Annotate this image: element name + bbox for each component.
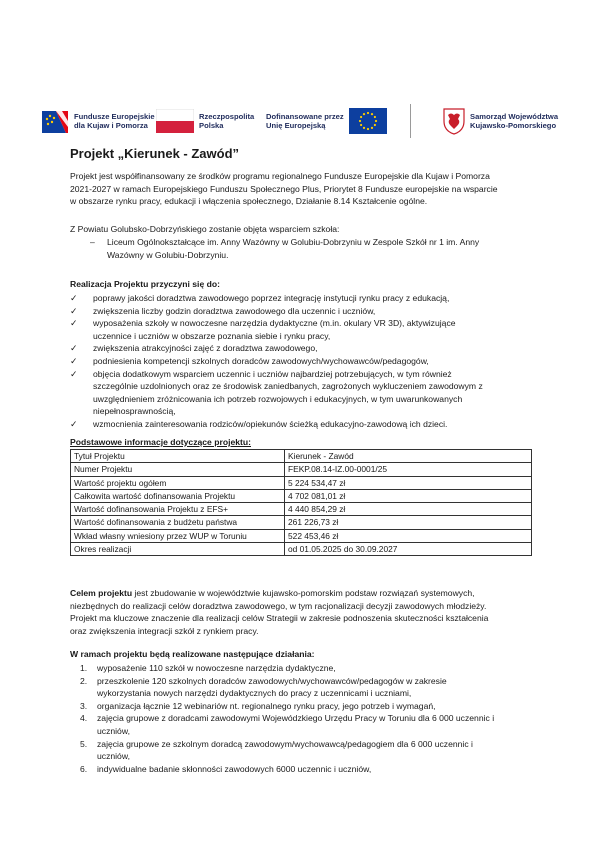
action-item bbox=[70, 712, 540, 737]
intro-line: Projekt jest współfinansowany ze środków programu regionalnego Fundusze Europejskie dla Kujaw i Pomorza bbox=[70, 171, 490, 181]
table-cell-value: od 01.05.2025 do 30.09.2027 bbox=[285, 543, 532, 556]
goal-item bbox=[70, 292, 540, 305]
coat-of-arms-icon bbox=[442, 107, 466, 135]
fe-emblem-icon bbox=[40, 107, 70, 135]
aim-paragraph bbox=[70, 587, 540, 637]
action-number: 1. bbox=[80, 663, 88, 673]
intro-line: w obszarze rynku pracy, edukacji i włączenia społecznego, Działanie 8.14 Kształcenie ogólne. bbox=[70, 196, 428, 207]
action-item bbox=[70, 738, 540, 763]
table-cell-label: Całkowita wartość dofinansowania Projektu bbox=[71, 489, 285, 502]
eu-flag-icon bbox=[349, 108, 387, 134]
table-cell-value: Kierunek - Zawód bbox=[285, 450, 532, 463]
fundusze-europejskie-logo bbox=[40, 104, 155, 138]
action-line: uczniów, bbox=[97, 725, 130, 736]
goal-line: szczególnie uzdolnionych oraz ze środowisk zaniedbanych, zagrożonych wykluczeniem zawodowym z bbox=[93, 381, 483, 392]
rzeczpospolita-logo bbox=[156, 104, 254, 138]
table-cell-value: FEKP.08.14-IZ.00-0001/25 bbox=[285, 463, 532, 476]
action-line: uczniów, bbox=[97, 751, 130, 762]
district-lead: Z Powiatu Golubsko-Dobrzyńskiego zostanie objęta wsparciem szkoła: bbox=[70, 224, 340, 234]
document-title: Projekt „Kierunek - Zawód” bbox=[70, 146, 240, 161]
goal-item bbox=[70, 368, 540, 418]
check-icon: ✓ bbox=[70, 318, 78, 329]
table-cell-value: 5 224 534,47 zł bbox=[285, 476, 532, 489]
goal-line: wzmocnienia zainteresowania rodziców/opiekunów ścieżką edukacyjno-zawodową ich dzieci. bbox=[93, 418, 448, 429]
table-row bbox=[71, 543, 532, 556]
table-row bbox=[71, 450, 532, 463]
fe-logo-line2: dla Kujaw i Pomorza bbox=[74, 121, 148, 130]
eu-logo bbox=[266, 104, 387, 138]
school-line: Liceum Ogólnokształcące im. Anny Wazówny w Golubiu-Dobrzyniu w Zespole Szkół nr 1 im. Anny bbox=[107, 237, 480, 247]
table-row bbox=[71, 476, 532, 489]
intro-line: 2021-2027 w ramach Europejskiego Funduszu Społecznego Plus, Priorytet 8 Fundusze europejskie na wsparcie bbox=[70, 183, 498, 194]
table-row bbox=[71, 489, 532, 502]
table-cell-value: 4 702 081,01 zł bbox=[285, 489, 532, 502]
goal-line: zwiększenia liczby godzin doradztwa zawodowego dla uczennic i uczniów, bbox=[93, 305, 376, 316]
table-row bbox=[71, 516, 532, 529]
check-icon: ✓ bbox=[70, 368, 78, 379]
goal-item bbox=[70, 342, 540, 355]
ue-logo-line2: Unię Europejską bbox=[266, 121, 326, 130]
action-number: 6. bbox=[80, 763, 88, 774]
action-item bbox=[70, 662, 540, 675]
goal-line: podniesienia kompetencji szkolnych doradców zawodowych/wychowawców/pedagogów, bbox=[93, 355, 429, 366]
rp-logo-line1: Rzeczpospolita bbox=[199, 112, 255, 121]
polish-flag-icon bbox=[156, 109, 194, 133]
actions-list bbox=[70, 662, 540, 775]
sw-logo-line1: Samorząd Województwa bbox=[470, 112, 559, 121]
action-line: indywidualne badanie skłonności zawodowych 6000 uczennic i uczniów, bbox=[97, 763, 372, 774]
action-line: zajęcia grupowe z doradcami zawodowymi Wojewódzkiego Urzędu Pracy w Toruniu dla 6 000 uczennic i bbox=[97, 713, 495, 724]
action-number: 4. bbox=[80, 713, 88, 724]
aim-line: niezbędnych do realizacji celów doradztwa zawodowego, w tym racjonalizacji decyzji zawodowych młodzieży. bbox=[70, 600, 487, 611]
table-cell-value: 522 453,46 zł bbox=[285, 529, 532, 542]
table-cell-value: 4 440 854,29 zł bbox=[285, 503, 532, 516]
info-table bbox=[70, 449, 532, 556]
action-line: przeszkolenie 120 szkolnych doradców zawodowych/wychowawców/pedagogów w zakresie bbox=[97, 675, 447, 686]
table-row bbox=[71, 529, 532, 542]
aim-bold-lead: Celem projektu bbox=[70, 588, 133, 598]
goal-line: zwiększenia atrakcyjności zajęć z doradztwa zawodowego, bbox=[93, 343, 318, 354]
rp-logo-line2: Polska bbox=[199, 121, 224, 130]
check-icon: ✓ bbox=[70, 305, 78, 316]
ue-logo-line1: Dofinansowane przez bbox=[266, 112, 344, 121]
fe-logo-line1: Fundusze Europejskie bbox=[74, 112, 155, 121]
goal-line: objęcia dodatkowym wsparciem uczennic i uczniów najbardziej potrzebujących, w tym również bbox=[93, 368, 452, 379]
table-cell-label: Wartość projektu ogółem bbox=[71, 476, 285, 489]
action-line: wyposażenie 110 szkół w nowoczesne narzędzia dydaktyczne, bbox=[97, 663, 336, 673]
action-line: organizacja łącznie 12 webinariów nt. regionalnego rynku pracy, jego potrzeb i wymagań, bbox=[97, 700, 436, 711]
goals-heading: Realizacja Projektu przyczyni się do: bbox=[70, 279, 220, 289]
goal-item bbox=[70, 305, 540, 318]
goal-line: wyposażenia szkoły w nowoczesne narzędzia dydaktyczne (m.in. okulary VR 3D), aktywizujące bbox=[93, 318, 456, 329]
logo-separator bbox=[410, 104, 411, 138]
table-row bbox=[71, 463, 532, 476]
table-cell-label: Tytuł Projektu bbox=[71, 450, 285, 463]
aim-line: oraz zwiększenia integracji szkół z rynkiem pracy. bbox=[70, 625, 259, 636]
goal-item bbox=[70, 418, 540, 431]
check-icon: ✓ bbox=[70, 343, 78, 354]
goal-line: poprawy jakości doradztwa zawodowego poprzez integrację instytucji rynku pracy z edukacją, bbox=[93, 293, 450, 303]
goal-item bbox=[70, 317, 540, 342]
action-line: wykorzystania nowych narzędzi dydaktycznych do pracy z uczennicami i uczniami, bbox=[97, 688, 412, 699]
action-number: 3. bbox=[80, 700, 88, 711]
school-line: Wazówny w Golubiu-Dobrzyniu. bbox=[107, 249, 229, 260]
table-cell-value: 261 226,73 zł bbox=[285, 516, 532, 529]
goal-line: uczennice i uczniów w obszarze poznania siebie i rynku pracy, bbox=[93, 330, 331, 341]
goal-line: niepełnosprawnością, bbox=[93, 406, 176, 417]
action-item bbox=[70, 763, 540, 776]
intro-paragraph bbox=[70, 170, 540, 208]
check-icon: ✓ bbox=[70, 355, 78, 366]
dash-marker: – bbox=[90, 237, 95, 247]
sw-logo-line2: Kujawsko-Pomorskiego bbox=[470, 121, 557, 130]
aim-line: Projekt ma kluczowe znaczenie dla realizacji celów Strategii w zakresie podnoszenia skuteczności kształcenia bbox=[70, 613, 489, 624]
table-cell-label: Wkład własny wniesiony przez WUP w Toruniu bbox=[71, 529, 285, 542]
action-line: zajęcia grupowe ze szkolnym doradcą zawodowym/wychowawcą/pedagogiem dla 6 000 uczennic i bbox=[97, 738, 473, 749]
goal-item bbox=[70, 355, 540, 368]
check-icon: ✓ bbox=[70, 418, 78, 429]
table-cell-label: Numer Projektu bbox=[71, 463, 285, 476]
table-cell-label: Wartość dofinansowania z budżetu państwa bbox=[71, 516, 285, 529]
table-cell-label: Okres realizacji bbox=[71, 543, 285, 556]
action-item bbox=[70, 675, 540, 700]
actions-heading: W ramach projektu będą realizowane następujące działania: bbox=[70, 649, 315, 659]
table-row bbox=[71, 503, 532, 516]
info-heading: Podstawowe informacje dotyczące projektu: bbox=[70, 437, 251, 447]
action-item bbox=[70, 700, 540, 713]
action-number: 2. bbox=[80, 675, 88, 686]
action-number: 5. bbox=[80, 738, 88, 749]
check-icon: ✓ bbox=[70, 293, 78, 303]
goals-list bbox=[70, 292, 540, 431]
samorzad-logo bbox=[442, 104, 558, 138]
logo-bar bbox=[40, 104, 562, 138]
table-cell-label: Wartość dofinansowania Projektu z EFS+ bbox=[71, 503, 285, 516]
aim-line: jest zbudowanie w województwie kujawsko-pomorskim podstaw rozwiązań systemowych, bbox=[132, 588, 475, 598]
goal-line: uwzględnieniem zróżnicowania ich potrzeb rozwojowych i edukacyjnych, w tym uwarunkowanych bbox=[93, 393, 463, 404]
